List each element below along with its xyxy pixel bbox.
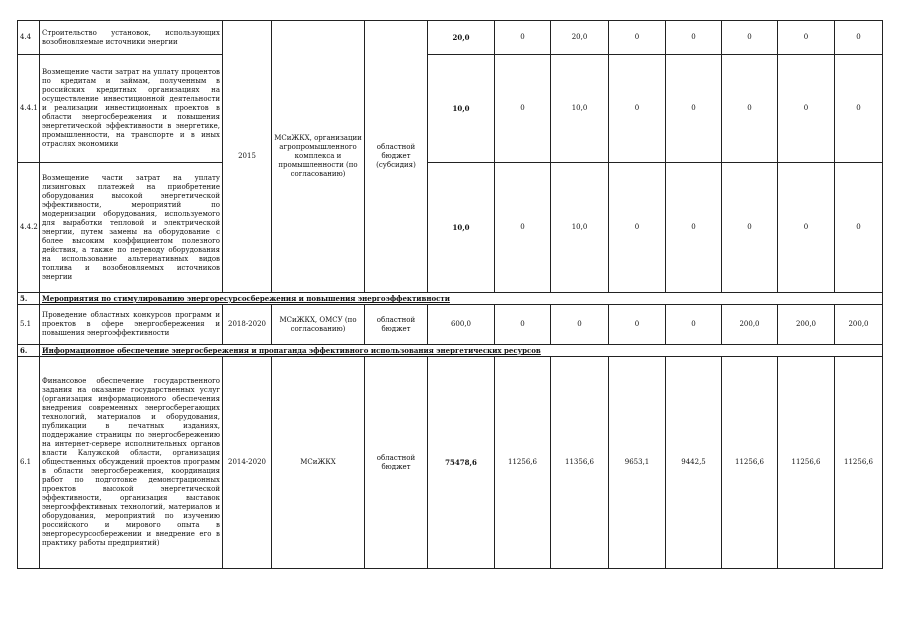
value-cell: 10,0 — [551, 55, 609, 163]
row-name: Возмещение части затрат на уплату процентов по кредитам и займам, полученным в российских кредитных организациях на осуществление инвестиционной деятельности и реализации инвестиционных проектов в области энергосбережения и повышения энергетической эффективности в энергетике, промышленности, на транспорте и в иных отраслях экономики — [40, 55, 223, 163]
row-year: 2014-2020 — [223, 357, 272, 569]
value-cell: 0 — [722, 21, 778, 55]
value-cell: 11256,6 — [495, 357, 551, 569]
value-cell: 0 — [666, 55, 722, 163]
value-cell: 0 — [495, 305, 551, 345]
section-title: Информационное обеспечение энергосбережения и пропаганда эффективного использования энергетических ресурсов — [40, 345, 883, 357]
row-source: областной бюджет — [365, 305, 428, 345]
value-total: 75478,6 — [428, 357, 495, 569]
row-year: 2015 — [223, 21, 272, 293]
section-header-row — [18, 345, 883, 357]
value-cell: 9442,5 — [666, 357, 722, 569]
value-cell: 0 — [778, 55, 835, 163]
row-name: Строительство установок, использующих возобновляемые источники энергии — [40, 21, 223, 55]
row-name: Возмещение части затрат на уплату лизинговых платежей на приобретение оборудования высокой энергетической эффективности, мероприятий по модернизации оборудования, используемого для выработки тепловой и электрической энергии, путем замены на оборудование с более высоким коэффициентом полезного действия, а также по переводу оборудования на использование альтернативных видов топлива и возобновляемых источников энергии — [40, 163, 223, 293]
value-cell: 200,0 — [835, 305, 883, 345]
row-source: областной бюджет (субсидия) — [365, 21, 428, 293]
section-title: Мероприятия по стимулированию энергоресурсосбережения и повышения энергоэффективности — [40, 293, 883, 305]
value-cell: 0 — [835, 21, 883, 55]
value-cell: 0 — [835, 55, 883, 163]
value-cell: 9653,1 — [609, 357, 666, 569]
value-cell: 0 — [722, 55, 778, 163]
value-cell: 0 — [495, 163, 551, 293]
value-cell: 20,0 — [551, 21, 609, 55]
section-header-row — [18, 293, 883, 305]
row-number: 4.4.1 — [18, 55, 40, 163]
value-total: 600,0 — [428, 305, 495, 345]
value-cell: 0 — [835, 163, 883, 293]
value-cell: 0 — [778, 21, 835, 55]
row-number: 4.4.2 — [18, 163, 40, 293]
row-number: 5.1 — [18, 305, 40, 345]
value-cell: 0 — [609, 163, 666, 293]
value-cell: 0 — [495, 21, 551, 55]
row-name: Проведение областных конкурсов программ и проектов в сфере энергосбережения и повышения энергоэффективности — [40, 305, 223, 345]
row-name: Финансовое обеспечение государственного задания на оказание государственных услуг (организация информационного обеспечения внедрения современных энергосберегающих технологий, материалов и оборудования, публикации в печатных изданиях, поддержание страницы по энергосбережению на интернет-сервере исполнительных органов власти Калужской области, организация общественных обсуждений проектов программ в области энергосбережения, координация работ по подготовке демонстрационных проектов высокой энергетической эффективности, организация выставок энергоэффективных технологий, материалов и оборудования, мероприятий по изучению российского и мирового опыта в энергоресурсосбережении и внедрение его в практику работы предприятий) — [40, 357, 223, 569]
row-executor: МСиЖКХ, ОМСУ (по согласованию) — [272, 305, 365, 345]
section-number: 6. — [18, 345, 40, 357]
table-row — [18, 21, 883, 55]
row-number: 6.1 — [18, 357, 40, 569]
row-year: 2018-2020 — [223, 305, 272, 345]
value-cell: 0 — [609, 305, 666, 345]
value-cell: 10,0 — [551, 163, 609, 293]
value-cell: 200,0 — [722, 305, 778, 345]
value-cell: 0 — [722, 163, 778, 293]
value-cell: 200,0 — [778, 305, 835, 345]
table-row — [18, 305, 883, 345]
value-cell: 0 — [666, 163, 722, 293]
value-cell: 0 — [551, 305, 609, 345]
value-cell: 0 — [495, 55, 551, 163]
table-row — [18, 55, 883, 163]
value-cell: 0 — [609, 55, 666, 163]
row-source: областной бюджет — [365, 357, 428, 569]
section-number: 5. — [18, 293, 40, 305]
value-cell: 11356,6 — [551, 357, 609, 569]
value-total: 10,0 — [428, 163, 495, 293]
value-cell: 0 — [666, 305, 722, 345]
value-cell: 0 — [666, 21, 722, 55]
table-row — [18, 163, 883, 293]
table-row — [18, 357, 883, 569]
value-cell: 0 — [778, 163, 835, 293]
value-cell: 11256,6 — [722, 357, 778, 569]
row-number: 4.4 — [18, 21, 40, 55]
row-executor: МСиЖКХ, организации агропромышленного комплекса и промышленности (по согласованию) — [272, 21, 365, 293]
row-executor: МСиЖКХ — [272, 357, 365, 569]
value-total: 20,0 — [428, 21, 495, 55]
program-table — [17, 20, 883, 569]
value-cell: 11256,6 — [835, 357, 883, 569]
value-total: 10,0 — [428, 55, 495, 163]
value-cell: 0 — [609, 21, 666, 55]
value-cell: 11256,6 — [778, 357, 835, 569]
